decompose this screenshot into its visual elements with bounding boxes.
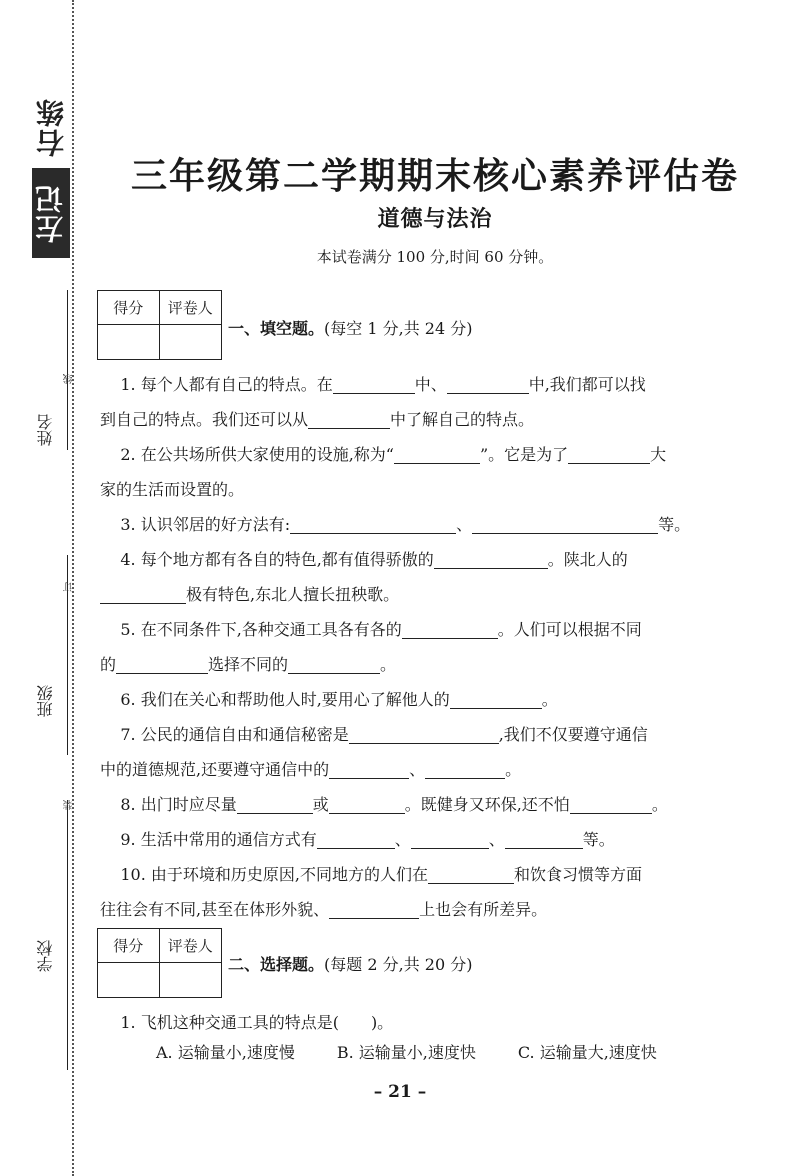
- section-2-note: (每题 2 分,共 20 分): [324, 955, 473, 974]
- text: 5. 在不同条件下,各种交通工具各有各的: [120, 620, 402, 639]
- text: 。人们可以根据不同: [497, 620, 642, 639]
- question-line: [100, 402, 740, 437]
- bind-mark-line: 线: [64, 374, 75, 384]
- choice-c[interactable]: C. 运输量大,速度快: [517, 1043, 657, 1062]
- answer-blank[interactable]: [288, 653, 380, 674]
- text: 。: [380, 655, 397, 674]
- answer-blank[interactable]: [394, 443, 480, 464]
- exam-subject: 道德与法治: [377, 207, 493, 232]
- answer-blank[interactable]: [329, 758, 409, 779]
- question-line: [100, 682, 740, 717]
- class-label: 班级: [36, 685, 55, 717]
- grader-cell[interactable]: [160, 963, 222, 997]
- question-line: [100, 542, 740, 577]
- page-number: – 21 –: [373, 1082, 427, 1102]
- answer-blank[interactable]: [349, 723, 499, 744]
- score-cell[interactable]: [98, 325, 160, 359]
- question-line: [100, 507, 740, 542]
- text: 的: [100, 655, 117, 674]
- text: 。陕北人的: [547, 550, 628, 569]
- question-line: [100, 1005, 740, 1040]
- text: 往往会有不同,甚至在体形外貌、: [100, 900, 330, 919]
- question-line: [100, 367, 740, 402]
- answer-blank[interactable]: [428, 863, 514, 884]
- answer-blank[interactable]: [505, 828, 583, 849]
- text: 8. 出门时应尽量: [120, 795, 237, 814]
- answer-blank[interactable]: [333, 373, 415, 394]
- text: 中的道德规范,还要遵守通信中的: [100, 760, 330, 779]
- score-label: 得分: [98, 929, 160, 963]
- section-2-heading: [228, 952, 472, 975]
- text: 7. 公民的通信自由和通信秘密是: [120, 725, 349, 744]
- name-label: 姓名: [36, 414, 55, 446]
- name-field[interactable]: [20, 290, 70, 450]
- answer-blank[interactable]: [116, 653, 208, 674]
- question-line: [100, 612, 740, 647]
- text: 上也会有所差异。: [419, 900, 548, 919]
- answer-blank[interactable]: [570, 793, 652, 814]
- text: 。: [541, 690, 558, 709]
- answer-blank[interactable]: [450, 688, 542, 709]
- question-1-text: 1. 飞机这种交通工具的特点是( )。: [120, 1013, 394, 1032]
- bind-mark-staple: 订: [64, 582, 75, 592]
- school-field[interactable]: [20, 800, 70, 1070]
- question-line: [100, 892, 740, 927]
- question-line: [100, 717, 740, 752]
- answer-blank[interactable]: [329, 898, 419, 919]
- text: 家的生活而设置的。: [100, 480, 245, 499]
- name-line: [67, 290, 68, 450]
- school-line: [67, 800, 68, 1070]
- grader-label: 评卷人: [160, 929, 222, 963]
- answer-blank[interactable]: [434, 548, 548, 569]
- text: 大: [650, 445, 667, 464]
- answer-blank[interactable]: [237, 793, 313, 814]
- grader-cell[interactable]: [160, 325, 222, 359]
- text: 等。: [582, 830, 615, 849]
- question-line: [100, 787, 740, 822]
- brand-text: 右练: [35, 97, 68, 157]
- exam-title: 三年级第二学期期末核心素养评估卷: [130, 155, 739, 197]
- text: 。: [505, 760, 522, 779]
- text: 、: [394, 830, 411, 849]
- score-box-2: [97, 928, 222, 998]
- score-box-1: [97, 290, 222, 360]
- question-line: [100, 857, 740, 892]
- section-1-heading: [228, 316, 472, 339]
- text: 极有特色,东北人擅长扭秧歌。: [186, 585, 400, 604]
- question-line: [100, 822, 740, 857]
- exam-notice: 本试卷满分 100 分,时间 60 分钟。: [316, 248, 554, 266]
- answer-blank[interactable]: [402, 618, 498, 639]
- text: 4. 每个地方都有各自的特色,都有值得骄傲的: [120, 550, 434, 569]
- text: 9. 生活中常用的通信方式有: [120, 830, 317, 849]
- answer-blank[interactable]: [329, 793, 405, 814]
- score-cell[interactable]: [98, 963, 160, 997]
- answer-blank[interactable]: [290, 513, 456, 534]
- text: 中、: [414, 375, 447, 394]
- text: 1. 每个人都有自己的特点。在: [120, 375, 333, 394]
- question-line: [100, 577, 740, 612]
- text: 3. 认识邻居的好方法有:: [120, 515, 291, 534]
- question-1-choices: [156, 1040, 736, 1063]
- text: 10. 由于环境和历史原因,不同地方的人们在: [120, 865, 428, 884]
- text: 中了解自己的特点。: [390, 410, 535, 429]
- grader-label: 评卷人: [160, 291, 222, 325]
- score-label: 得分: [98, 291, 160, 325]
- text: ,我们不仅要遵守通信: [498, 725, 648, 744]
- text: 、: [409, 760, 426, 779]
- choice-b[interactable]: B. 运输量小,速度快: [336, 1043, 476, 1062]
- question-line: [100, 647, 740, 682]
- school-label: 学校: [36, 940, 55, 972]
- text: 到自己的特点。我们还可以从: [100, 410, 309, 429]
- text: 。: [651, 795, 668, 814]
- text: 。既健身又环保,还不怕: [404, 795, 570, 814]
- section-2-title: 二、选择题。: [228, 955, 325, 974]
- question-line: [100, 437, 740, 472]
- choice-a[interactable]: A. 运输量小,速度慢: [156, 1043, 295, 1062]
- answer-blank[interactable]: [100, 583, 186, 604]
- answer-blank[interactable]: [308, 408, 390, 429]
- question-line: [100, 752, 740, 787]
- text: 和饮食习惯等方面: [513, 865, 642, 884]
- section-1-note: (每空 1 分,共 24 分): [324, 319, 473, 338]
- text: 、: [488, 830, 505, 849]
- answer-blank[interactable]: [568, 443, 650, 464]
- text: 6. 我们在关心和帮助他人时,要用心了解他人的: [120, 690, 450, 709]
- brand-text-inverse: 左记: [32, 168, 70, 258]
- bind-mark-bind: 装: [64, 800, 75, 810]
- section-1-title: 一、填空题。: [228, 319, 325, 338]
- answer-blank[interactable]: [447, 373, 529, 394]
- answer-blank[interactable]: [317, 828, 395, 849]
- text: 选择不同的: [208, 655, 289, 674]
- answer-blank[interactable]: [472, 513, 658, 534]
- text: ”。它是为了: [479, 445, 569, 464]
- answer-blank[interactable]: [425, 758, 505, 779]
- answer-blank[interactable]: [411, 828, 489, 849]
- text: 或: [312, 795, 329, 814]
- text: 2. 在公共场所供大家使用的设施,称为“: [120, 445, 394, 464]
- text: 等。: [658, 515, 691, 534]
- text: 、: [456, 515, 473, 534]
- brand-logo: [28, 84, 74, 262]
- text: 中,我们都可以找: [528, 375, 646, 394]
- question-line: [100, 472, 740, 507]
